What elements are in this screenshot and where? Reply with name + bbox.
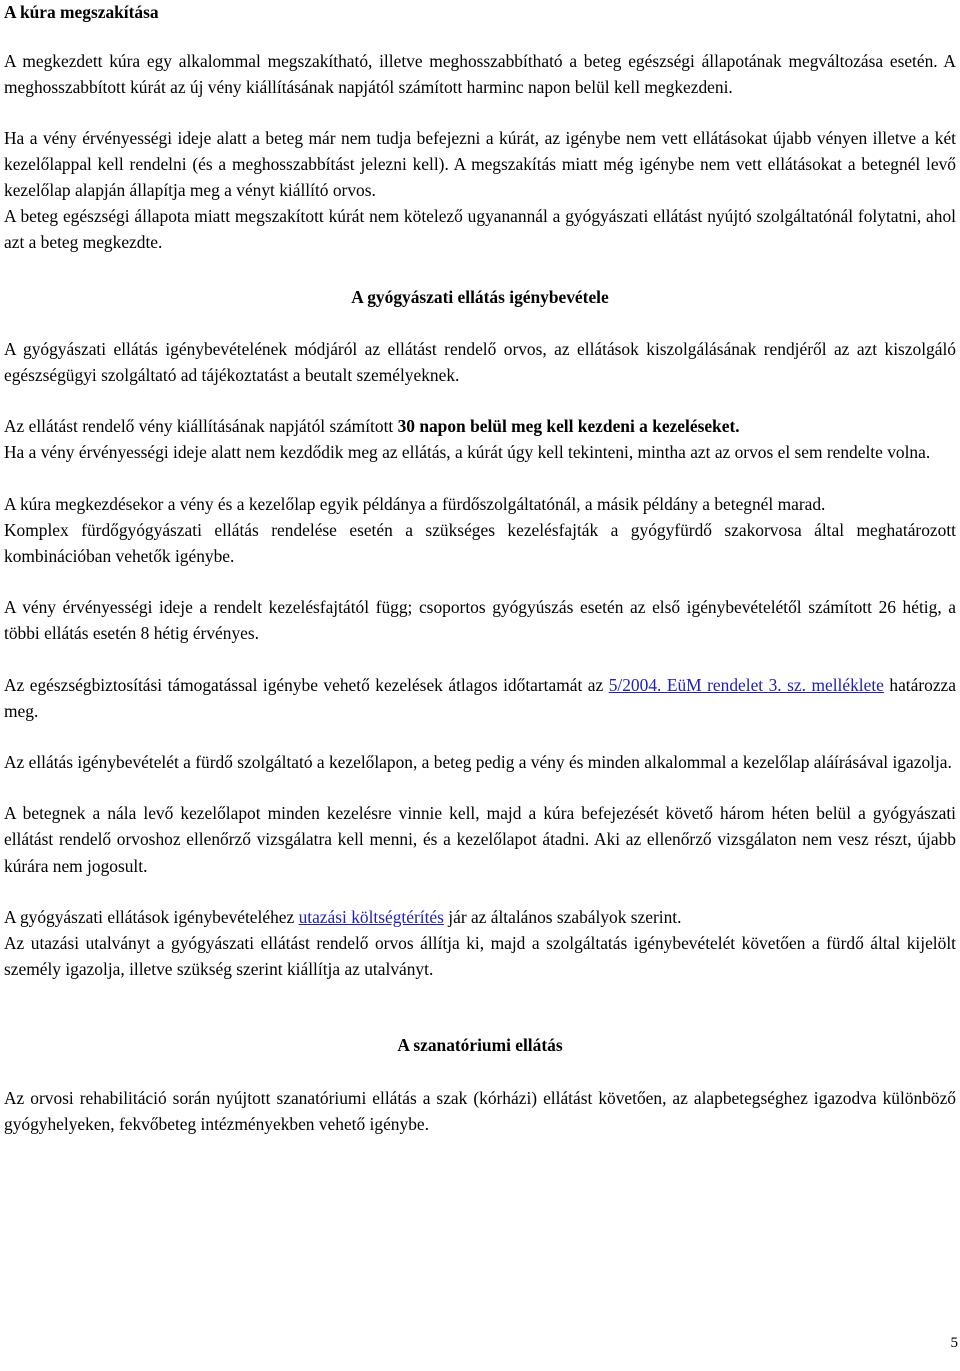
paragraph-30-nap bbox=[4, 413, 956, 439]
paragraph-tajekoztatas: A gyógyászati ellátás igénybevételének módjáról az ellátást rendelő orvos, az ellátások kiszolgálásának rendjéről az azt kiszolgáló egészségügyi szolgáltató ad tájékoztatást a beutalt személyeknek. bbox=[4, 338, 956, 386]
paragraph-idotartam-text: Az egészségbiztosítási támogatással igénybe vehető kezelések átlagos időtartamát az bbox=[4, 674, 609, 695]
utazasi-koltsegterites-link[interactable]: utazási költségtérítés bbox=[298, 906, 444, 927]
paragraph-igazolas: Az ellátás igénybevételét a fürdő szolgáltató a kezelőlapon, a beteg pedig a vény és minden alkalommal a kezelőlap aláírásával igazolja. bbox=[4, 752, 952, 773]
eum-rendelet-link[interactable]: 5/2004. EüM rendelet 3. sz. melléklete bbox=[608, 674, 884, 695]
paragraph-utazasi-end: jár az általános szabályok szerint. bbox=[443, 906, 682, 927]
paragraph-nem-kezdodik: Ha a vény érvényességi ideje alatt nem kezdődik meg az ellátás, a kúrát úgy kell tekinteni, mintha azt az orvos el sem rendelte volna. bbox=[4, 442, 931, 463]
paragraph-kura-megszakitas: A megkezdett kúra egy alkalommal megszakítható, illetve meghosszabbítható a beteg egészségi állapotának megváltozása esetén. A meghosszabbított kúrát az új vény kiállításának napjától számított harminc napon belül kell megkezdeni. bbox=[4, 51, 956, 98]
paragraph-utazasi bbox=[4, 904, 956, 930]
paragraph-idotartam-end: határozza meg. bbox=[4, 674, 956, 721]
paragraph-utalvany: Az utazási utalványt a gyógyászati ellátást rendelő orvos állítja ki, majd a szolgáltatás igénybevételét követően a fürdő által kijelölt személy igazolja, illetve szükség szerint kiállítja az utalványt. bbox=[4, 933, 956, 980]
section-heading-igenybevetel: A gyógyászati ellátás igénybevétele bbox=[351, 286, 609, 307]
paragraph-utazasi-text: A gyógyászati ellátások igénybevételéhez bbox=[4, 906, 299, 927]
paragraph-30-nap-bold: 30 napon belül meg kell kezdeni a kezeléseket. bbox=[397, 416, 740, 437]
paragraph-ervenyessegi-ido: Ha a vény érvényességi ideje alatt a beteg már nem tudja befejezni a kúrát, az igénybe nem vett ellátásokat újabb vényen illetve a két kezelőlappal kell rendelni (és a meghosszabbítást jelezni kell). A megszakítás miatt még igénybe nem vett ellátásokat a betegnél levő kezelőlap alapján állapítja meg a vényt kiállító orvos. bbox=[4, 127, 956, 201]
paragraph-30-nap-text: Az ellátást rendelő vény kiállításának napjától számított bbox=[4, 416, 398, 437]
section-heading-szanatorium: A szanatóriumi ellátás bbox=[397, 1035, 563, 1056]
paragraph-folytatas: A beteg egészségi állapota miatt megszakított kúrát nem kötelező ugyanannál a gyógyászati ellátást nyújtó szolgáltatónál folytatni, ahol azt a beteg megkezdte. bbox=[4, 206, 956, 253]
paragraph-idotartam bbox=[4, 672, 956, 724]
document-page bbox=[4, 0, 956, 1137]
paragraph-szanatorium: Az orvosi rehabilitáció során nyújtott szanatóriumi ellátás a szak (kórházi) ellátást követően, az alapbetegséghez igazodva különböző gyógyhelyeken, fekvőbeteg intézményekben vehető igénybe. bbox=[4, 1087, 956, 1134]
page-number: 5 bbox=[950, 1335, 958, 1351]
paragraph-veny-ervenyesseg: A vény érvényességi ideje a rendelt kezelésfajtától függ; csoportos gyógyúszás esetén az első igénybevételétől számított 26 hétig, a többi ellátás esetén 8 hétig érvényes. bbox=[4, 597, 956, 644]
section-heading-kura-megszakitasa: A kúra megszakítása bbox=[4, 2, 159, 22]
paragraph-kura-megkezdes: A kúra megkezdésekor a vény és a kezelőlap egyik példánya a fürdőszolgáltatónál, a másik példány a betegnél marad. bbox=[4, 493, 826, 514]
paragraph-komplex: Komplex fürdőgyógyászati ellátás rendelése esetén a szükséges kezelésfajták a gyógyfürdő szakorvosa által meghatározott kombinációban vehetők igénybe. bbox=[4, 519, 956, 567]
paragraph-kezelolap: A betegnek a nála levő kezelőlapot minden kezelésre vinnie kell, majd a kúra befejezését követő három héten belül a gyógyászati ellátást rendelő orvoshoz ellenőrző vizsgálatra kell menni, és a kezelőlapot átadni. Aki az ellenőrző vizsgálaton nem vesz részt, újabb kúrára nem jogosult. bbox=[4, 803, 956, 876]
